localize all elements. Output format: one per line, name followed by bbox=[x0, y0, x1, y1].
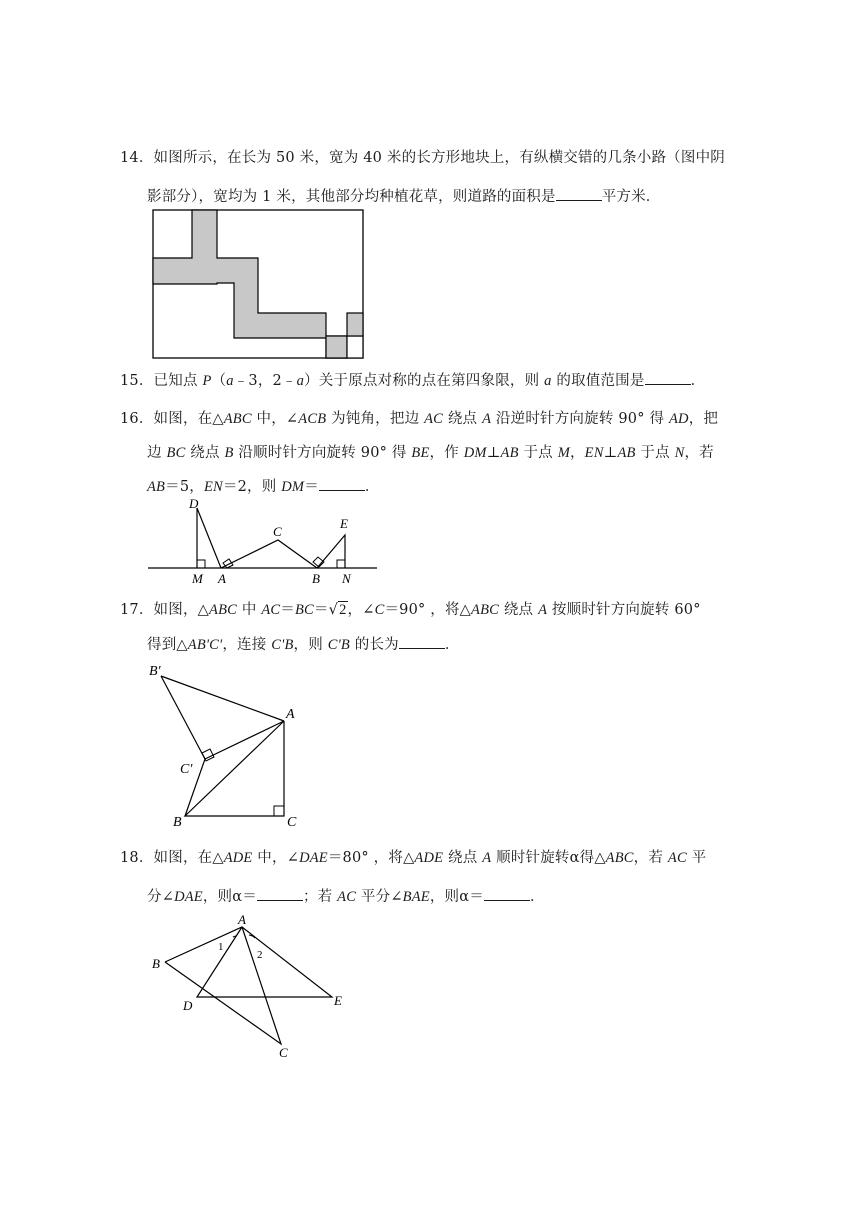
q17-s: 17．如图，△ bbox=[120, 602, 210, 618]
q17-s: AC bbox=[261, 602, 281, 618]
q18-line1 bbox=[120, 846, 706, 867]
q16-label-D: D bbox=[189, 496, 199, 511]
q18-s: ，若 bbox=[633, 850, 668, 866]
q18-s: ＝80° ，将△ bbox=[327, 850, 415, 866]
q16-s: AC bbox=[424, 411, 444, 427]
q18-s: DAE bbox=[174, 889, 203, 905]
q16-line2 bbox=[147, 441, 714, 462]
q18-s: 平 bbox=[686, 850, 707, 866]
q15-a2: a bbox=[296, 373, 305, 389]
q17-line2 bbox=[147, 633, 460, 654]
q17-answer-blank[interactable] bbox=[399, 636, 445, 649]
q17-s: ABC bbox=[209, 602, 238, 618]
q16-s: DM bbox=[463, 445, 487, 461]
q17-s: ＝ bbox=[280, 602, 295, 618]
q16-s: ， bbox=[569, 445, 585, 461]
q14-unit: 平方米． bbox=[601, 189, 661, 205]
q16-s: ＝ bbox=[304, 479, 319, 495]
q18-s: 分∠ bbox=[147, 889, 175, 905]
q16-s: ，作 bbox=[429, 445, 464, 461]
q18-answer-blank-2[interactable] bbox=[484, 888, 530, 901]
sqrt-symbol: √2 bbox=[328, 602, 347, 618]
q18-s: ． bbox=[529, 889, 545, 905]
q16-s: A bbox=[482, 411, 492, 427]
q16-label-B: B bbox=[312, 571, 320, 586]
q18-answer-blank-1[interactable] bbox=[257, 888, 303, 901]
q17-s: A bbox=[538, 602, 548, 618]
q16-label-N: N bbox=[342, 571, 351, 586]
q16-s: AB bbox=[500, 445, 519, 461]
q18-s: AC bbox=[337, 889, 357, 905]
q17-label-C: C bbox=[287, 815, 297, 830]
q15-a3: a bbox=[544, 373, 552, 389]
q16-s: EN bbox=[203, 479, 223, 495]
q15-t4: ）关于原点对称的点在第四象限，则 bbox=[304, 373, 545, 389]
q16-s: ，把 bbox=[688, 411, 719, 427]
q14-text: 影部分），宽均为 1 米，其他部分均种植花草，则道路的面积是 bbox=[147, 189, 556, 205]
q17-label-A: A bbox=[286, 707, 295, 722]
q18-s: ；若 bbox=[302, 889, 338, 905]
q16-s: ABC bbox=[223, 411, 252, 427]
q18-s: 中，∠ bbox=[252, 850, 300, 866]
q17-s: BC bbox=[294, 602, 314, 618]
q17-s: ． bbox=[444, 637, 460, 653]
q17-label-Cp: C′ bbox=[180, 762, 193, 777]
q18-figure bbox=[145, 905, 360, 1060]
q17-figure bbox=[145, 660, 315, 832]
q17-s: C'B bbox=[271, 637, 294, 653]
q16-s: DM bbox=[281, 479, 305, 495]
q17-s: 中 bbox=[237, 602, 262, 618]
q17-s: ＝ bbox=[313, 602, 329, 618]
q15-line bbox=[120, 369, 705, 390]
road-bottom-right bbox=[347, 336, 363, 358]
q16-s: ＝2，则 bbox=[222, 479, 282, 495]
q16-s: AB bbox=[147, 479, 166, 495]
q18-label-one: 1 bbox=[218, 941, 224, 953]
q16-s: ACB bbox=[298, 411, 327, 427]
q17-line1 bbox=[120, 598, 701, 619]
q17-s: 的长为 bbox=[349, 637, 399, 653]
q17-s: 按顺时针方向旋转 60° bbox=[547, 602, 701, 618]
q18-label-B: B bbox=[152, 956, 160, 971]
q15-t2: （ bbox=[211, 373, 227, 389]
q16-s: AD bbox=[668, 411, 689, 427]
q16-s: 边 bbox=[147, 445, 167, 461]
q17-s: ＝90° ，将△ bbox=[384, 602, 472, 618]
q17-s: C bbox=[374, 602, 385, 618]
q18-label-two: 2 bbox=[257, 949, 263, 961]
q16-s: BE bbox=[411, 445, 430, 461]
q18-s: DAE bbox=[299, 850, 328, 866]
q18-label-D: D bbox=[183, 998, 193, 1013]
q16-s: 于点 bbox=[635, 445, 675, 461]
q15-answer-blank[interactable] bbox=[645, 372, 691, 385]
q18-label-E: E bbox=[334, 993, 342, 1008]
q16-s: B bbox=[224, 445, 234, 461]
q16-s: 沿逆时针方向旋转 90° 得 bbox=[491, 411, 669, 427]
q16-s: M bbox=[557, 445, 570, 461]
q16-s: ⊥ bbox=[486, 445, 501, 461]
q17-s: 绕点 bbox=[499, 602, 539, 618]
q15-t5: 的取值范围是 bbox=[551, 373, 645, 389]
q18-s: ADE bbox=[223, 850, 253, 866]
q18-s: BAE bbox=[402, 889, 430, 905]
q16-s: 为钝角，把边 bbox=[326, 411, 425, 427]
q17-label-B: B bbox=[173, 815, 182, 830]
q16-s: EN bbox=[584, 445, 604, 461]
q15-a1: a bbox=[226, 373, 234, 389]
q18-label-A: A bbox=[238, 912, 246, 927]
q18-s: ，则α＝ bbox=[429, 889, 484, 905]
road-top-right-shade bbox=[347, 313, 363, 336]
q18-s: ADE bbox=[414, 850, 444, 866]
q15-t1: 15．已知点 bbox=[120, 373, 203, 389]
q17-s: 得到△ bbox=[147, 637, 188, 653]
q16-s: 中，∠ bbox=[251, 411, 299, 427]
q16-s: 绕点 bbox=[185, 445, 225, 461]
q18-line2 bbox=[147, 885, 545, 906]
q17-s: ABC bbox=[471, 602, 500, 618]
q16-label-M: M bbox=[192, 571, 203, 586]
q16-s: ． bbox=[364, 479, 380, 495]
q18-s: 绕点 bbox=[443, 850, 483, 866]
q17-s: ，∠ bbox=[347, 602, 375, 618]
q16-label-C: C bbox=[273, 524, 282, 539]
q15-t6: ． bbox=[690, 373, 706, 389]
q14-figure bbox=[150, 208, 366, 361]
q16-s: 沿顺时针方向旋转 90° 得 bbox=[233, 445, 412, 461]
q18-label-C: C bbox=[279, 1045, 288, 1060]
q16-label-E: E bbox=[340, 516, 348, 531]
q18-s: ，则α＝ bbox=[202, 889, 257, 905]
q15-P: P bbox=[202, 373, 212, 389]
q16-s: 绕点 bbox=[443, 411, 483, 427]
q18-s: 平分∠ bbox=[356, 889, 403, 905]
q17-s: C'B bbox=[327, 637, 350, 653]
q17-s: AB'C' bbox=[187, 637, 223, 653]
q16-s: N bbox=[674, 445, 685, 461]
q16-s: ，若 bbox=[684, 445, 714, 461]
q18-s: A bbox=[482, 850, 492, 866]
q18-s: 18．如图，在△ bbox=[120, 850, 224, 866]
q16-s: BC bbox=[166, 445, 186, 461]
q16-s: ＝5， bbox=[165, 479, 204, 495]
q18-s: 顺时针旋转α得△ bbox=[491, 850, 606, 866]
q14-line2 bbox=[147, 185, 661, 206]
q16-answer-blank[interactable] bbox=[319, 478, 365, 491]
road-bottom-shade bbox=[326, 336, 347, 358]
q17-sqrt-value: 2 bbox=[339, 602, 347, 618]
q17-s: ，连接 bbox=[222, 637, 272, 653]
q16-label-A: A bbox=[218, 571, 226, 586]
q17-label-Bp: B′ bbox=[149, 664, 161, 679]
q18-s: ABC bbox=[605, 850, 634, 866]
q15-t3: ﹣3，2﹣ bbox=[233, 373, 297, 389]
q17-s: ，则 bbox=[293, 637, 328, 653]
q18-s: AC bbox=[667, 850, 687, 866]
q16-line3 bbox=[147, 475, 380, 496]
q14-answer-blank[interactable] bbox=[556, 188, 602, 201]
q16-s: ⊥ bbox=[603, 445, 618, 461]
q16-line1 bbox=[120, 407, 718, 428]
q16-s: 于点 bbox=[518, 445, 558, 461]
q14-line1: 14．如图所示，在长为 50 米，宽为 40 米的长方形地块上，有纵横交错的几条小路（图中阴 bbox=[120, 150, 725, 166]
q16-figure bbox=[145, 495, 385, 587]
q16-s: 16．如图，在△ bbox=[120, 411, 224, 427]
q16-s: AB bbox=[617, 445, 636, 461]
